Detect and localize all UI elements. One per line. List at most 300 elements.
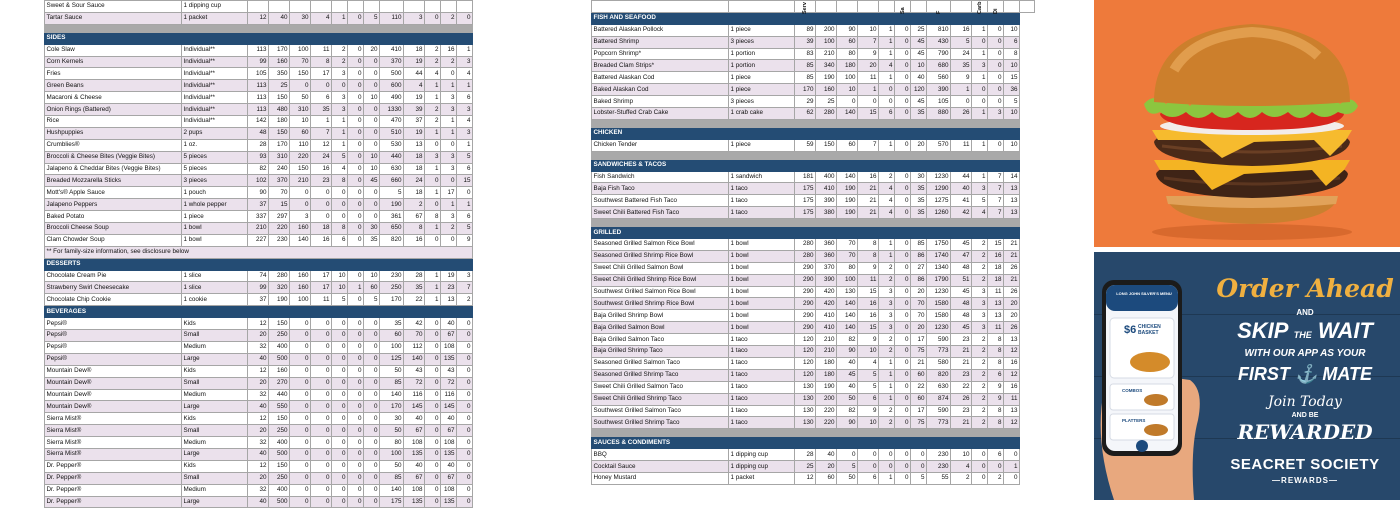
value-cell: 0 bbox=[425, 401, 441, 413]
value-cell: 0 bbox=[858, 461, 879, 473]
value-cell: 250 bbox=[380, 282, 404, 294]
value-cell: 650 bbox=[380, 223, 404, 235]
value-cell: 8 bbox=[332, 175, 348, 187]
table-row bbox=[45, 1, 473, 13]
gap-cell bbox=[45, 24, 473, 32]
item-name-cell: Chocolate Chip Cookie bbox=[45, 294, 182, 306]
item-name-cell: Mountain Dew® bbox=[45, 377, 182, 389]
value-cell: 10 bbox=[364, 270, 380, 282]
value-cell: 820 bbox=[380, 234, 404, 246]
value-cell: 135 bbox=[404, 448, 425, 460]
value-cell: 360 bbox=[816, 239, 837, 251]
serving-cell: Individual** bbox=[182, 56, 248, 68]
value-cell: 0 bbox=[988, 139, 1004, 151]
value-cell: 20 bbox=[816, 461, 837, 473]
value-cell: 12 bbox=[311, 139, 332, 151]
value-cell: 0 bbox=[290, 330, 311, 342]
item-name-cell: Sweet Chili Grilled Salmon Bowl bbox=[592, 262, 729, 274]
serving-cell: 1 dipping cup bbox=[729, 449, 795, 461]
value-cell: 25 bbox=[911, 24, 927, 36]
item-name-cell: Strawberry Swirl Cheesecake bbox=[45, 282, 182, 294]
value-cell: 17 bbox=[911, 405, 927, 417]
serving-cell: 1 crab cake bbox=[729, 108, 795, 120]
item-name-cell: Lobster-Stuffed Crab Cake bbox=[592, 108, 729, 120]
value-cell: 20 bbox=[1004, 298, 1020, 310]
value-cell: 0 bbox=[895, 96, 911, 108]
value-cell: 10 bbox=[364, 163, 380, 175]
value-cell: 0 bbox=[364, 413, 380, 425]
value-cell: 16 bbox=[858, 310, 879, 322]
table-row bbox=[45, 318, 473, 330]
value-cell: 40 bbox=[441, 460, 457, 472]
value-cell: 13 bbox=[1004, 405, 1020, 417]
value-cell: 2 bbox=[988, 472, 1004, 484]
value-cell: 15 bbox=[269, 199, 290, 211]
value-cell: 8 bbox=[858, 250, 879, 262]
value-cell: 0 bbox=[364, 80, 380, 92]
value-cell: 80 bbox=[837, 262, 858, 274]
value-cell: 1230 bbox=[927, 171, 951, 183]
seacret-society-text: SEACRET SOCIETY bbox=[1230, 456, 1380, 473]
value-cell: 370 bbox=[380, 56, 404, 68]
value-cell: 2 bbox=[972, 334, 988, 346]
item-name-cell: Sweet Chili Grilled Salmon Taco bbox=[592, 381, 729, 393]
value-cell: 1 bbox=[972, 48, 988, 60]
item-name-cell: Dr. Pepper® bbox=[45, 484, 182, 496]
value-cell: 60 bbox=[380, 330, 404, 342]
value-cell: 0 bbox=[364, 104, 380, 116]
anchor-icon: ⚓ bbox=[1294, 364, 1318, 384]
value-cell: 2 bbox=[404, 199, 425, 211]
value-cell: 150 bbox=[269, 460, 290, 472]
value-cell: 135 bbox=[441, 448, 457, 460]
value-cell: 220 bbox=[816, 405, 837, 417]
value-cell: 0 bbox=[457, 472, 473, 484]
value-cell: 45 bbox=[911, 96, 927, 108]
item-name-cell: Breaded Clam Strips* bbox=[592, 60, 729, 72]
value-cell: 0 bbox=[332, 413, 348, 425]
value-cell: 0 bbox=[348, 425, 364, 437]
value-cell: 8 bbox=[858, 239, 879, 251]
value-cell: 1 bbox=[311, 116, 332, 128]
value-cell: 0 bbox=[364, 496, 380, 508]
value-cell: 85 bbox=[380, 472, 404, 484]
value-cell: 0 bbox=[311, 377, 332, 389]
value-cell: 108 bbox=[441, 437, 457, 449]
value-cell: 5 bbox=[364, 294, 380, 306]
value-cell: 0 bbox=[364, 127, 380, 139]
serving-cell: 1 dipping cup bbox=[182, 1, 248, 13]
value-cell: 0 bbox=[895, 84, 911, 96]
value-cell: 23 bbox=[951, 334, 972, 346]
value-cell: 12 bbox=[248, 413, 269, 425]
serving-cell: 1 bowl bbox=[729, 274, 795, 286]
value-cell: 5 bbox=[457, 223, 473, 235]
phone-basket-text: CHICKEN BASKET bbox=[1138, 324, 1161, 336]
value-cell: 40 bbox=[248, 353, 269, 365]
value-cell: 0 bbox=[290, 472, 311, 484]
value-cell: 21 bbox=[951, 357, 972, 369]
item-name-cell: Baked Potato bbox=[45, 211, 182, 223]
serving-cell: Medium bbox=[182, 341, 248, 353]
value-cell: 0 bbox=[911, 461, 927, 473]
value-cell bbox=[269, 1, 290, 13]
value-cell: 1 bbox=[879, 36, 895, 48]
value-cell: 75 bbox=[911, 417, 927, 429]
value-cell: 0 bbox=[311, 496, 332, 508]
serving-cell: 1 taco bbox=[729, 417, 795, 429]
value-cell: 0 bbox=[988, 48, 1004, 60]
value-cell: 0 bbox=[348, 163, 364, 175]
value-cell: 0 bbox=[290, 448, 311, 460]
item-name-cell: Sierra Mist® bbox=[45, 413, 182, 425]
value-cell: 1 bbox=[348, 282, 364, 294]
value-cell: 390 bbox=[816, 274, 837, 286]
item-name-cell: Pepsi® bbox=[45, 341, 182, 353]
serving-cell: Large bbox=[182, 448, 248, 460]
value-cell: 0 bbox=[425, 448, 441, 460]
value-cell: 100 bbox=[837, 72, 858, 84]
value-cell: 0 bbox=[364, 472, 380, 484]
value-cell: 3 bbox=[879, 298, 895, 310]
value-cell: 20 bbox=[911, 322, 927, 334]
value-cell: 0 bbox=[311, 199, 332, 211]
value-cell: 0 bbox=[988, 24, 1004, 36]
table-row bbox=[592, 461, 1035, 473]
value-cell: 8 bbox=[1004, 48, 1020, 60]
item-name-cell: Pepsi® bbox=[45, 318, 182, 330]
item-name-cell: Green Beans bbox=[45, 80, 182, 92]
value-cell: 11 bbox=[988, 322, 1004, 334]
value-cell: 26 bbox=[1004, 286, 1020, 298]
value-cell: 13 bbox=[1004, 207, 1020, 219]
value-cell: 1 bbox=[425, 282, 441, 294]
serving-cell: 1 taco bbox=[729, 195, 795, 207]
value-cell: 1 bbox=[879, 239, 895, 251]
table-row bbox=[45, 163, 473, 175]
value-cell: 21 bbox=[1004, 274, 1020, 286]
value-cell bbox=[364, 1, 380, 13]
item-name-cell: Baja Fish Taco bbox=[592, 183, 729, 195]
value-cell: 22 bbox=[951, 381, 972, 393]
value-cell: 0 bbox=[895, 171, 911, 183]
item-name-cell: Dr. Pepper® bbox=[45, 496, 182, 508]
value-cell: 180 bbox=[816, 369, 837, 381]
item-name-cell: Sierra Mist® bbox=[45, 437, 182, 449]
section-title: FISH AND SEAFOOD bbox=[592, 12, 1020, 24]
serving-cell: 1 bowl bbox=[729, 239, 795, 251]
value-cell: 48 bbox=[951, 298, 972, 310]
value-cell: 85 bbox=[911, 239, 927, 251]
value-cell: 0 bbox=[364, 484, 380, 496]
value-cell: 20 bbox=[248, 472, 269, 484]
value-cell: 15 bbox=[858, 108, 879, 120]
serving-cell: 5 pieces bbox=[182, 151, 248, 163]
value-cell: 3 bbox=[457, 104, 473, 116]
serving-cell: 1 piece bbox=[182, 211, 248, 223]
value-cell: 3 bbox=[972, 183, 988, 195]
left-nutrition-page bbox=[44, 0, 496, 505]
value-cell: 0 bbox=[290, 425, 311, 437]
value-cell: 337 bbox=[248, 211, 269, 223]
value-cell: 16 bbox=[1004, 381, 1020, 393]
value-cell: 18 bbox=[404, 187, 425, 199]
item-name-cell: Southwest Grilled Shrimp Rice Bowl bbox=[592, 298, 729, 310]
value-cell: 4 bbox=[879, 183, 895, 195]
value-cell: 72 bbox=[441, 377, 457, 389]
value-cell: 410 bbox=[816, 322, 837, 334]
header-cell bbox=[927, 1, 951, 13]
item-name-cell: Crumblies® bbox=[45, 139, 182, 151]
app-promo-panel bbox=[1094, 252, 1400, 500]
value-cell: 370 bbox=[816, 262, 837, 274]
item-name-cell: Battered Alaskan Pollock bbox=[592, 24, 729, 36]
section-header bbox=[592, 159, 1035, 171]
value-cell: 0 bbox=[425, 341, 441, 353]
value-cell: 0 bbox=[425, 425, 441, 437]
gap-cell bbox=[592, 219, 1020, 227]
serving-cell: Kids bbox=[182, 460, 248, 472]
value-cell: 44 bbox=[951, 171, 972, 183]
value-cell: 83 bbox=[795, 48, 816, 60]
value-cell: 0 bbox=[311, 211, 332, 223]
value-cell: 112 bbox=[404, 341, 425, 353]
value-cell: 11 bbox=[988, 286, 1004, 298]
table-row bbox=[45, 341, 473, 353]
left-nutrition-table bbox=[44, 0, 473, 508]
value-cell: 0 bbox=[364, 187, 380, 199]
value-cell: 361 bbox=[380, 211, 404, 223]
value-cell: 0 bbox=[457, 187, 473, 199]
value-cell: 270 bbox=[269, 377, 290, 389]
value-cell: 10 bbox=[1004, 139, 1020, 151]
serving-cell: Large bbox=[182, 496, 248, 508]
table-row bbox=[592, 96, 1035, 108]
value-cell: 35 bbox=[380, 318, 404, 330]
value-cell: 2 bbox=[425, 56, 441, 68]
value-cell: 140 bbox=[290, 234, 311, 246]
table-row bbox=[45, 116, 473, 128]
value-cell: 0 bbox=[457, 365, 473, 377]
value-cell: 0 bbox=[348, 12, 364, 24]
value-cell: 85 bbox=[795, 72, 816, 84]
value-cell: 0 bbox=[332, 448, 348, 460]
value-cell: 86 bbox=[911, 250, 927, 262]
mate-word: MATE bbox=[1322, 364, 1373, 384]
table-row bbox=[45, 44, 473, 56]
value-cell: 3 bbox=[404, 12, 425, 24]
item-name-cell: Broccoli & Cheese Bites (Veggie Bites) bbox=[45, 151, 182, 163]
value-cell: 4 bbox=[404, 80, 425, 92]
section-gap bbox=[592, 119, 1035, 127]
value-cell: 62 bbox=[795, 108, 816, 120]
value-cell: 113 bbox=[248, 92, 269, 104]
value-cell: 35 bbox=[911, 195, 927, 207]
value-cell: 2 bbox=[879, 405, 895, 417]
value-cell: 48 bbox=[248, 127, 269, 139]
serving-cell: 1 piece bbox=[729, 84, 795, 96]
value-cell: 3 bbox=[290, 211, 311, 223]
value-cell: 2 bbox=[972, 369, 988, 381]
value-cell: 18 bbox=[988, 262, 1004, 274]
value-cell: 0 bbox=[895, 60, 911, 72]
section-header bbox=[592, 12, 1035, 24]
value-cell: 0 bbox=[425, 12, 441, 24]
value-cell: 10 bbox=[951, 449, 972, 461]
value-cell: 10 bbox=[1004, 60, 1020, 72]
note-row bbox=[45, 246, 473, 258]
value-cell: 12 bbox=[248, 365, 269, 377]
section-gap bbox=[592, 151, 1035, 159]
value-cell: 45 bbox=[911, 48, 927, 60]
value-cell: 0 bbox=[895, 417, 911, 429]
value-cell: 1 bbox=[951, 84, 972, 96]
value-cell: 55 bbox=[927, 472, 951, 484]
value-cell: 8 bbox=[988, 357, 1004, 369]
value-cell: 21 bbox=[951, 346, 972, 358]
value-cell: 60 bbox=[911, 393, 927, 405]
value-cell: 99 bbox=[248, 282, 269, 294]
item-name-cell: Southwest Grilled Salmon Taco bbox=[592, 405, 729, 417]
value-cell: 6 bbox=[858, 393, 879, 405]
value-cell: 0 bbox=[895, 472, 911, 484]
item-name-cell: Onion Rings (Battered) bbox=[45, 104, 182, 116]
value-cell: 11 bbox=[858, 72, 879, 84]
value-cell: 32 bbox=[248, 341, 269, 353]
table-row bbox=[45, 270, 473, 282]
value-cell: 160 bbox=[269, 56, 290, 68]
value-cell: 16 bbox=[311, 163, 332, 175]
item-name-cell: Mott's® Apple Sauce bbox=[45, 187, 182, 199]
value-cell: 45 bbox=[837, 369, 858, 381]
section-header bbox=[592, 437, 1035, 449]
value-cell: 0 bbox=[972, 449, 988, 461]
value-cell bbox=[311, 1, 332, 13]
table-row bbox=[45, 104, 473, 116]
value-cell: 150 bbox=[269, 127, 290, 139]
value-cell: 28 bbox=[795, 449, 816, 461]
value-cell: 29 bbox=[795, 96, 816, 108]
table-row bbox=[45, 448, 473, 460]
value-cell: 0 bbox=[425, 318, 441, 330]
value-cell: 590 bbox=[927, 405, 951, 417]
value-cell: 3 bbox=[457, 56, 473, 68]
value-cell: 0 bbox=[348, 330, 364, 342]
value-cell: 90 bbox=[248, 187, 269, 199]
value-cell: 0 bbox=[364, 437, 380, 449]
value-cell: 0 bbox=[972, 472, 988, 484]
value-cell: 210 bbox=[248, 223, 269, 235]
value-cell: 10 bbox=[858, 346, 879, 358]
value-cell: 1740 bbox=[927, 250, 951, 262]
value-cell: 12 bbox=[1004, 346, 1020, 358]
value-cell: 530 bbox=[380, 139, 404, 151]
value-cell: 0 bbox=[425, 496, 441, 508]
value-cell: 50 bbox=[837, 472, 858, 484]
value-cell: 0 bbox=[457, 377, 473, 389]
value-cell: 0 bbox=[895, 36, 911, 48]
value-cell: 4 bbox=[425, 68, 441, 80]
value-cell: 0 bbox=[311, 460, 332, 472]
item-name-cell: Seasoned Grilled Salmon Rice Bowl bbox=[592, 239, 729, 251]
value-cell: 1 bbox=[425, 127, 441, 139]
table-row bbox=[592, 60, 1035, 72]
value-cell: 0 bbox=[457, 401, 473, 413]
value-cell bbox=[248, 1, 269, 13]
header-cell bbox=[972, 1, 988, 13]
value-cell: 19 bbox=[404, 56, 425, 68]
value-cell: 0 bbox=[364, 353, 380, 365]
value-cell: 9 bbox=[858, 262, 879, 274]
value-cell: 40 bbox=[951, 183, 972, 195]
value-cell: 0 bbox=[311, 341, 332, 353]
value-cell: 220 bbox=[269, 223, 290, 235]
value-cell: 0 bbox=[364, 56, 380, 68]
value-cell: 0 bbox=[911, 449, 927, 461]
value-cell: 10 bbox=[911, 60, 927, 72]
item-name-cell: Mountain Dew® bbox=[45, 365, 182, 377]
value-cell: 15 bbox=[1004, 72, 1020, 84]
phone-combos-text: COMBOS bbox=[1122, 388, 1143, 393]
item-name-cell: Baja Grilled Salmon Bowl bbox=[592, 322, 729, 334]
value-cell: 32 bbox=[248, 437, 269, 449]
value-cell: 0 bbox=[348, 294, 364, 306]
value-cell: 2 bbox=[972, 250, 988, 262]
value-cell: 7 bbox=[988, 171, 1004, 183]
value-cell: 0 bbox=[290, 199, 311, 211]
value-cell: 2 bbox=[441, 223, 457, 235]
value-cell: 0 bbox=[895, 48, 911, 60]
value-cell: 590 bbox=[927, 334, 951, 346]
rewards-text: —REWARDS— bbox=[1272, 476, 1338, 485]
value-cell: 1 bbox=[972, 108, 988, 120]
serving-cell: 1 taco bbox=[729, 381, 795, 393]
value-cell: 0 bbox=[425, 330, 441, 342]
serving-cell: 5 pieces bbox=[182, 163, 248, 175]
value-cell: 12 bbox=[1004, 417, 1020, 429]
burger-illustration bbox=[1094, 0, 1400, 247]
value-cell: 32 bbox=[248, 389, 269, 401]
value-cell: 0 bbox=[348, 92, 364, 104]
value-cell: 32 bbox=[248, 484, 269, 496]
value-cell: 8 bbox=[988, 346, 1004, 358]
table-row bbox=[45, 425, 473, 437]
value-cell: 280 bbox=[816, 108, 837, 120]
value-cell: 150 bbox=[269, 318, 290, 330]
value-cell: 0 bbox=[425, 175, 441, 187]
value-cell: 130 bbox=[837, 286, 858, 298]
value-cell: 600 bbox=[380, 80, 404, 92]
value-cell: 24 bbox=[951, 48, 972, 60]
item-name-cell: Baked Alaskan Cod bbox=[592, 84, 729, 96]
serving-cell: 1 bowl bbox=[182, 234, 248, 246]
value-cell: 1 bbox=[972, 72, 988, 84]
item-name-cell: Jalapeno Peppers bbox=[45, 199, 182, 211]
value-cell: 4 bbox=[858, 357, 879, 369]
value-cell: 45 bbox=[951, 239, 972, 251]
note-text: ** For family-size information, see disclosure below bbox=[45, 246, 473, 258]
value-cell: 1 bbox=[858, 84, 879, 96]
serving-cell: 1 bowl bbox=[729, 286, 795, 298]
header-cell bbox=[988, 1, 1004, 13]
value-cell: 39 bbox=[795, 36, 816, 48]
value-cell: 0 bbox=[348, 56, 364, 68]
value-cell: 440 bbox=[269, 389, 290, 401]
item-name-cell: Pepsi® bbox=[45, 330, 182, 342]
value-cell: 390 bbox=[927, 84, 951, 96]
value-cell: 8 bbox=[332, 223, 348, 235]
value-cell: 1 bbox=[425, 92, 441, 104]
